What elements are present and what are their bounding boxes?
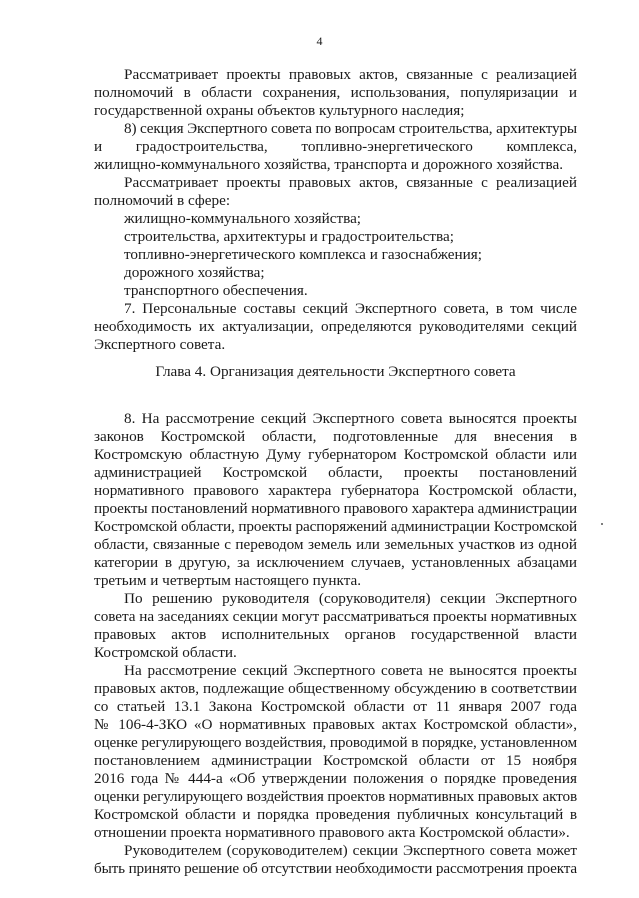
text-line: государственной охраны объектов культурного наследия;	[94, 102, 465, 119]
text-line: проекты постановлений нормативного правового характера администрации	[94, 500, 577, 517]
text-line: Рассматривает проекты правовых актов, связанные с реализацией	[124, 66, 577, 83]
list-item: строительства, архитектуры и градостроительства;	[124, 228, 454, 245]
text-line: На рассмотрение секций Экспертного совета не выносятся проекты	[124, 662, 577, 679]
list-item: дорожного хозяйства;	[124, 264, 265, 281]
text-line: совета на заседаниях секции могут рассматриваться проекты нормативных	[94, 608, 577, 625]
text-line: третьим и четвертым настоящего пункта.	[94, 572, 362, 589]
list-item: транспортного обеспечения.	[124, 282, 308, 299]
text-line: полномочий в области сохранения, использования, популяризации и	[94, 84, 577, 101]
text-line: оценке регулирующего воздействия, проводимой в порядке, установленном	[94, 734, 577, 751]
text-line: необходимость их актуализации, определяются руководителями секций	[94, 318, 577, 335]
text-line: со статьей 13.1 Закона Костромской области от 11 января 2007 года	[94, 698, 577, 715]
text-line: и градостроительства, топливно-энергетического комплекса,	[94, 138, 577, 155]
text-line: Руководителем (соруководителем) секции Экспертного совета может	[124, 842, 577, 859]
text-line: правовых актов, подлежащие общественному обсуждению в соответствии	[94, 680, 577, 697]
text-line: Костромской области.	[94, 644, 237, 661]
text-line: По решению руководителя (соруководителя) секции Экспертного	[124, 590, 577, 607]
text-line: оценки регулирующего воздействия проектов нормативных правовых актов	[94, 788, 577, 805]
text-line: области, связанные с переводом земель или земельных участков из одной	[94, 536, 577, 553]
text-line: администрацией Костромской области, проекты постановлений	[94, 464, 577, 481]
text-line: быть принято решение об отсутствии необходимости рассмотрения проекта	[94, 860, 577, 877]
text-line: полномочий в сфере:	[94, 192, 231, 209]
text-line: 8) секция Экспертного совета по вопросам строительства, архитектуры	[124, 120, 577, 137]
text-line: 8. На рассмотрение секций Экспертного совета выносятся проекты	[124, 410, 577, 427]
text-line: Костромской области, проекты распоряжений администрации Костромской	[94, 518, 577, 535]
scan-speck	[601, 523, 603, 525]
text-line: 2016 года № 444-а «Об утверждении положения о порядке проведения	[94, 770, 577, 787]
text-line: № 106-4-ЗКО «О нормативных правовых актах Костромской области»,	[94, 716, 577, 733]
text-line: Рассматривает проекты правовых актов, связанные с реализацией	[124, 174, 577, 191]
text-line: Костромскую областную Думу губернатором Костромской области или	[94, 446, 577, 463]
text-line: жилищно-коммунального хозяйства, транспорта и дорожного хозяйства.	[94, 156, 564, 173]
text-line: постановлением администрации Костромской области от 15 ноября	[94, 752, 577, 769]
text-line: 7. Персональные составы секций Экспертного совета, в том числе	[124, 300, 577, 317]
text-line: Экспертного совета.	[94, 336, 226, 353]
chapter-heading: Глава 4. Организация деятельности Экспертного совета	[155, 363, 516, 380]
list-item: жилищно-коммунального хозяйства;	[124, 210, 362, 227]
page-number: 4	[316, 34, 323, 48]
text-line: отношении проекта нормативного правового акта Костромской области».	[94, 824, 570, 841]
text-line: правовых актов исполнительных органов государственной власти	[94, 626, 577, 643]
list-item: топливно-энергетического комплекса и газоснабжения;	[124, 246, 482, 263]
text-line: категории в другую, за исключением случаев, установленных абзацами	[94, 554, 577, 571]
text-line: Костромской области и порядка проведения публичных консультаций в	[94, 806, 577, 823]
text-line: нормативного правового характера губернатора Костромской области,	[94, 482, 577, 499]
text-line: законов Костромской области, подготовленные для внесения в	[94, 428, 577, 445]
